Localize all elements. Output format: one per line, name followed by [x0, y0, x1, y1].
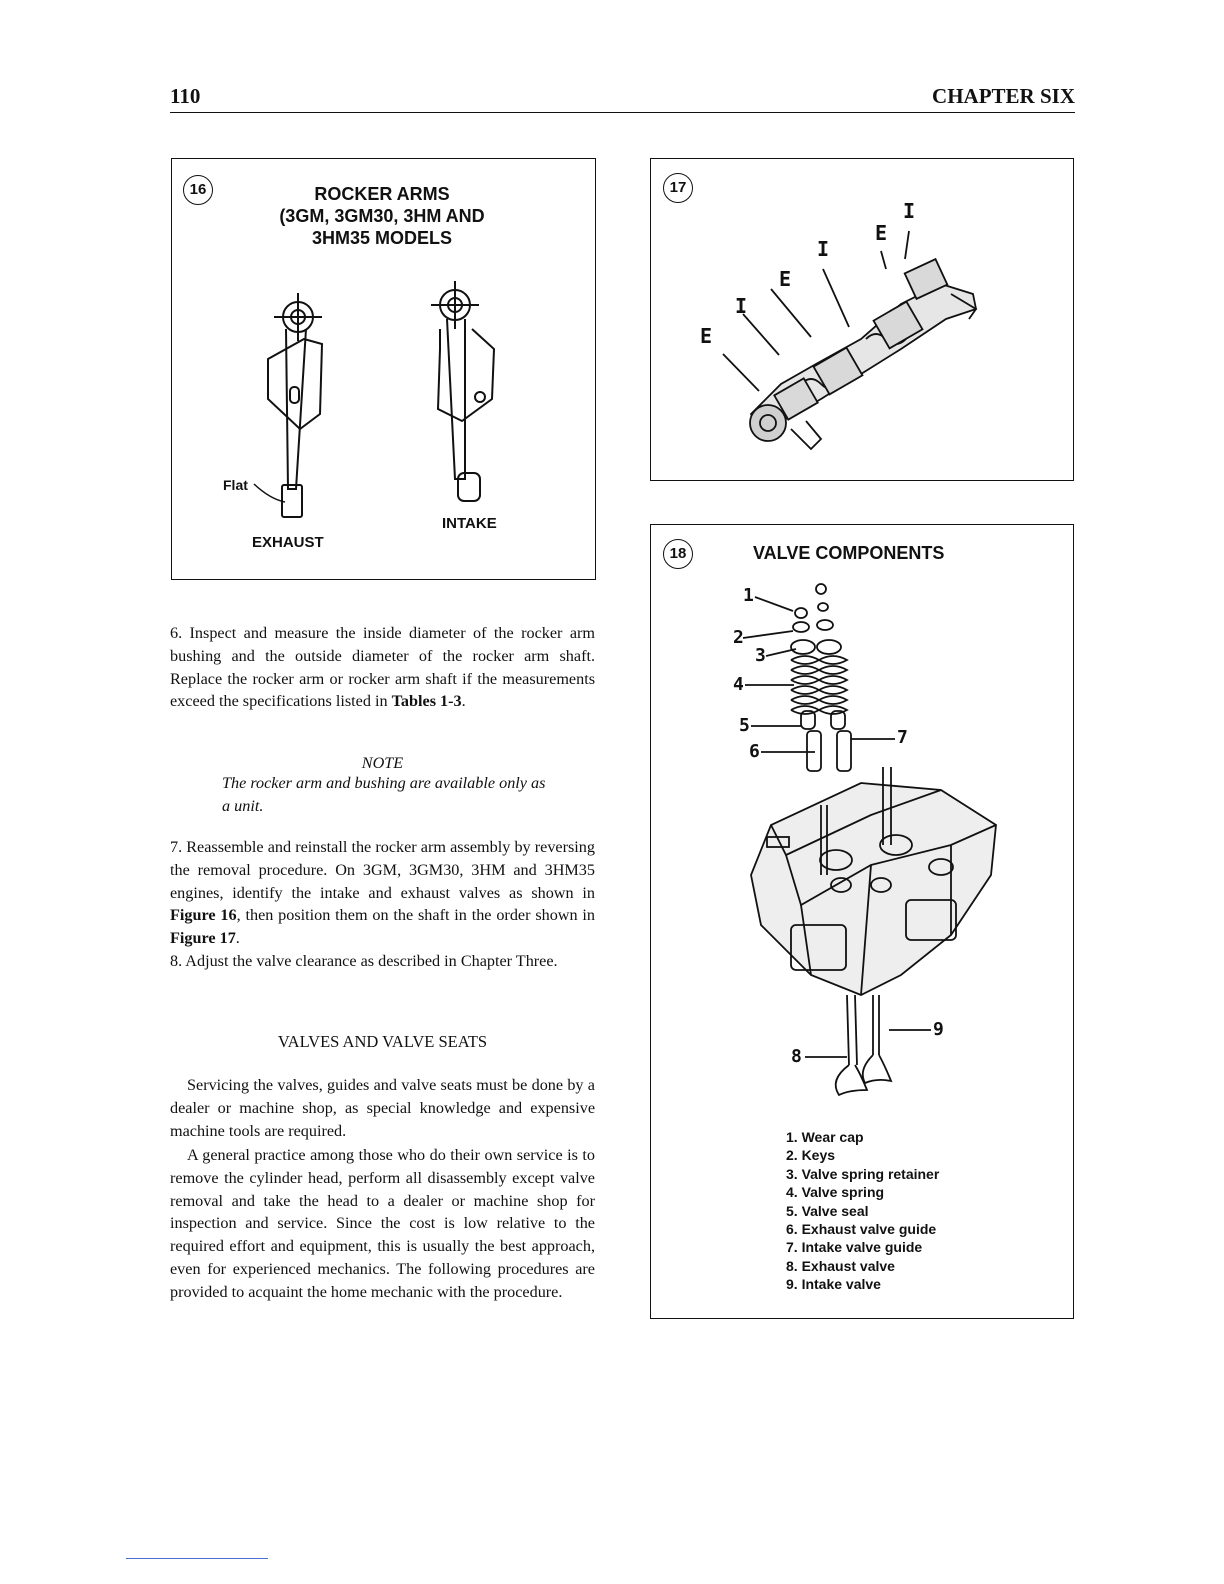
section-heading: VALVES AND VALVE SEATS — [277, 1032, 488, 1051]
figure-17-reference: Figure 17 — [170, 929, 236, 948]
exhaust-label: EXHAUST — [252, 534, 324, 551]
step-7-end: . — [235, 929, 240, 948]
callout-2: 2 — [733, 627, 744, 648]
note-title: NOTE — [361, 754, 404, 772]
legend-item: 3. Valve spring retainer — [786, 1165, 940, 1182]
valve-components-legend — [786, 1128, 939, 1294]
callout-e-1: E — [700, 324, 713, 348]
step-7-text-a: 7. Reassemble and reinstall the rocker arm assembly by reversing the removal procedure. On 3GM, 3GM30, 3HM and 3HM35 engines, identify the intake and exhaust valves as shown in — [170, 838, 595, 902]
tables-reference: Tables 1-3 — [391, 692, 462, 711]
callout-1: 1 — [743, 585, 754, 606]
legend-item: 9. Intake valve — [786, 1276, 881, 1293]
callout-i-3: I — [903, 199, 916, 223]
exhaust-rocker-arm-drawing — [268, 293, 322, 517]
intake-rocker-arm-drawing — [431, 281, 494, 501]
figure-16-title-line: (3GM, 3GM30, 3HM AND — [279, 206, 485, 226]
legend-item: 4. Valve spring — [786, 1184, 885, 1201]
chapter-title: CHAPTER SIX — [932, 84, 1075, 108]
note-text: The rocker arm and bushing are available only as a unit. — [222, 774, 546, 815]
procedure-paragraph: A general practice among those who do their own service is to remove the cylinder head, perform all disassembly except valve removal and take the head to a dealer or machine shop for inspection and service. Since the cost is low relative to the required effort and equipment, this is usually the best approach, even for experienced mechanics. The following procedures are provided to acquaint the home mechanic with the procedure. — [170, 1146, 595, 1301]
callout-e-2: E — [779, 267, 792, 291]
step-8-paragraph: 8. Adjust the valve clearance as described in Chapter Three. — [170, 952, 558, 970]
figure-17-number: 17 — [663, 173, 693, 203]
callout-i-2: I — [817, 237, 830, 261]
intro-paragraph: Servicing the valves, guides and valve seats must be done by a dealer or machine shop, as special knowledge and expensive machine tools are required. — [170, 1076, 595, 1140]
step-6-paragraph — [170, 622, 595, 713]
legend-item: 2. Keys — [786, 1147, 836, 1164]
rocker-arms-illustration — [172, 159, 597, 581]
callout-9: 9 — [933, 1019, 944, 1040]
page-number: 110 — [170, 84, 201, 108]
footer-rule — [126, 1558, 268, 1559]
figure-16-title-line: 3HM35 MODELS — [311, 228, 453, 248]
figure-17 — [650, 158, 1074, 481]
legend-item: 1. Wear cap — [786, 1129, 864, 1145]
page-header — [170, 84, 1075, 113]
callout-e-3: E — [875, 221, 888, 245]
callout-3: 3 — [755, 645, 766, 666]
callout-i-1: I — [735, 294, 748, 318]
rocker-shaft-assembly-illustration — [651, 159, 1075, 482]
figure-16-number: 16 — [183, 175, 213, 205]
step-6-text: 6. Inspect and measure the inside diameter of the rocker arm bushing and the outside diameter of the rocker arm shaft. Replace the rocker arm or rocker arm shaft if the measurements exceed the specifications listed in — [170, 624, 595, 711]
legend-item: 5. Valve seal — [786, 1202, 869, 1219]
step-7-paragraph — [170, 836, 595, 950]
legend-item: 7. Intake valve guide — [786, 1239, 923, 1256]
figure-16-title-line: ROCKER ARMS — [314, 184, 450, 204]
step-7-text-b: , then position them on the shaft in the order shown in — [236, 906, 596, 925]
figure-16-reference: Figure 16 — [170, 906, 237, 925]
callout-4: 4 — [733, 674, 744, 695]
flat-label: Flat — [223, 477, 248, 493]
callout-6: 6 — [749, 741, 760, 762]
legend-item: 6. Exhaust valve guide — [786, 1221, 937, 1238]
callout-7: 7 — [897, 727, 908, 748]
step-6-end: . — [461, 692, 466, 711]
callout-5: 5 — [739, 715, 750, 736]
figure-18-title: VALVE COMPONENTS — [753, 543, 945, 563]
intake-label: INTAKE — [442, 515, 497, 532]
figure-16 — [171, 158, 596, 580]
legend-item: 8. Exhaust valve — [786, 1257, 895, 1274]
flat-leader-line — [254, 484, 285, 502]
figure-18-number: 18 — [663, 539, 693, 569]
callout-8: 8 — [791, 1046, 802, 1067]
